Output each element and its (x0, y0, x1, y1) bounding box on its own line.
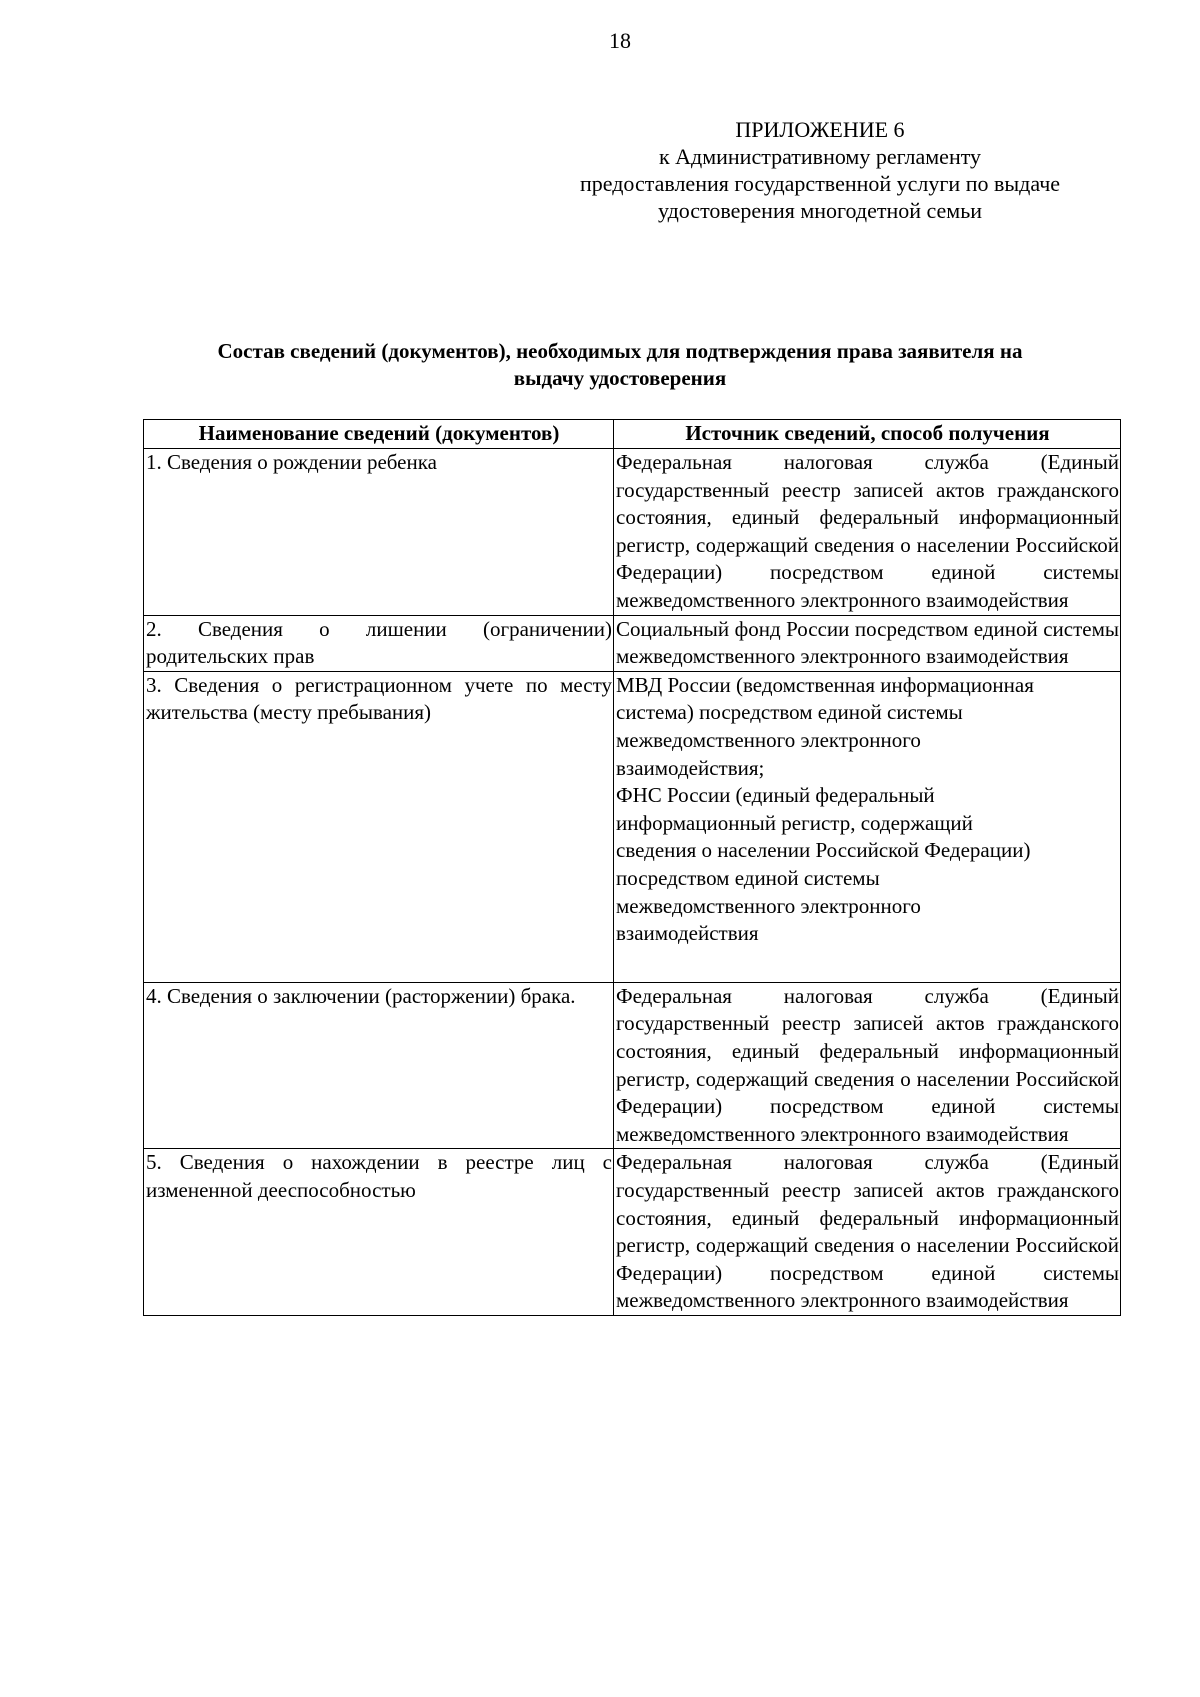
source-line: посредством единой системы (616, 865, 880, 890)
table-row (144, 982, 1121, 1149)
header-name: Наименование сведений (документов) (144, 420, 614, 449)
page-number: 18 (609, 28, 631, 53)
row-source: Социальный фонд России посредством единой системы межведомственного электронного взаимодействия (614, 615, 1121, 671)
source-line: межведомственного электронного (616, 727, 921, 752)
table-row (144, 1149, 1121, 1316)
row-name: 4. Сведения о заключении (расторжении) брака. (144, 982, 614, 1149)
source-line: сведения о населении Российской Федерации) (616, 838, 1031, 863)
source-line: взаимодействия; (616, 755, 765, 780)
appendix-title: ПРИЛОЖЕНИЕ 6 (735, 117, 905, 142)
table-row (144, 615, 1121, 671)
source-line: МВД России (ведомственная информационная (616, 672, 1034, 697)
source-line: взаимодействия (616, 921, 759, 946)
appendix-header (540, 116, 1100, 224)
row-name: 3. Сведения о регистрационном учете по месту жительства (месту пребывания) (144, 671, 614, 982)
source-line: информационный регистр, содержащий (616, 810, 973, 835)
source-line: межведомственного электронного (616, 893, 921, 918)
row-source: Федеральная налоговая служба (Единый государственный реестр записей актов гражданского состояния, единый федеральный информационный регистр, содержащий сведения о населении Российской Федерации) посредством единой системы межведомственного электронного взаимодействия (614, 982, 1121, 1149)
row-name: 2. Сведения о лишении (ограничении) родительских прав (144, 615, 614, 671)
table-row (144, 671, 1121, 982)
document-title (120, 338, 1120, 392)
row-source: Федеральная налоговая служба (Единый государственный реестр записей актов гражданского состояния, единый федеральный информационный регистр, содержащий сведения о населении Российской Федерации) посредством единой системы межведомственного электронного взаимодействия (614, 1149, 1121, 1316)
document-title-line: Состав сведений (документов), необходимых для подтверждения права заявителя на (217, 339, 1023, 363)
document-title-line: выдачу удостоверения (513, 366, 727, 390)
appendix-line: предоставления государственной услуги по выдаче (579, 171, 1061, 196)
row-source (614, 671, 1121, 982)
row-source: Федеральная налоговая служба (Единый государственный реестр записей актов гражданского состояния, единый федеральный информационный регистр, содержащий сведения о населении Российской Федерации) посредством единой системы межведомственного электронного взаимодействия (614, 449, 1121, 616)
row-name: 5. Сведения о нахождении в реестре лиц с измененной дееспособностью (144, 1149, 614, 1316)
documents-table (143, 419, 1121, 1316)
table-row (144, 449, 1121, 616)
source-line: ФНС России (единый федеральный (616, 783, 935, 808)
header-source: Источник сведений, способ получения (614, 420, 1121, 449)
appendix-line: к Административному регламенту (658, 144, 982, 169)
appendix-line: удостоверения многодетной семьи (657, 198, 983, 223)
source-line: система) посредством единой системы (616, 700, 963, 725)
table-header-row (144, 420, 1121, 449)
row-name: 1. Сведения о рождении ребенка (144, 449, 614, 616)
